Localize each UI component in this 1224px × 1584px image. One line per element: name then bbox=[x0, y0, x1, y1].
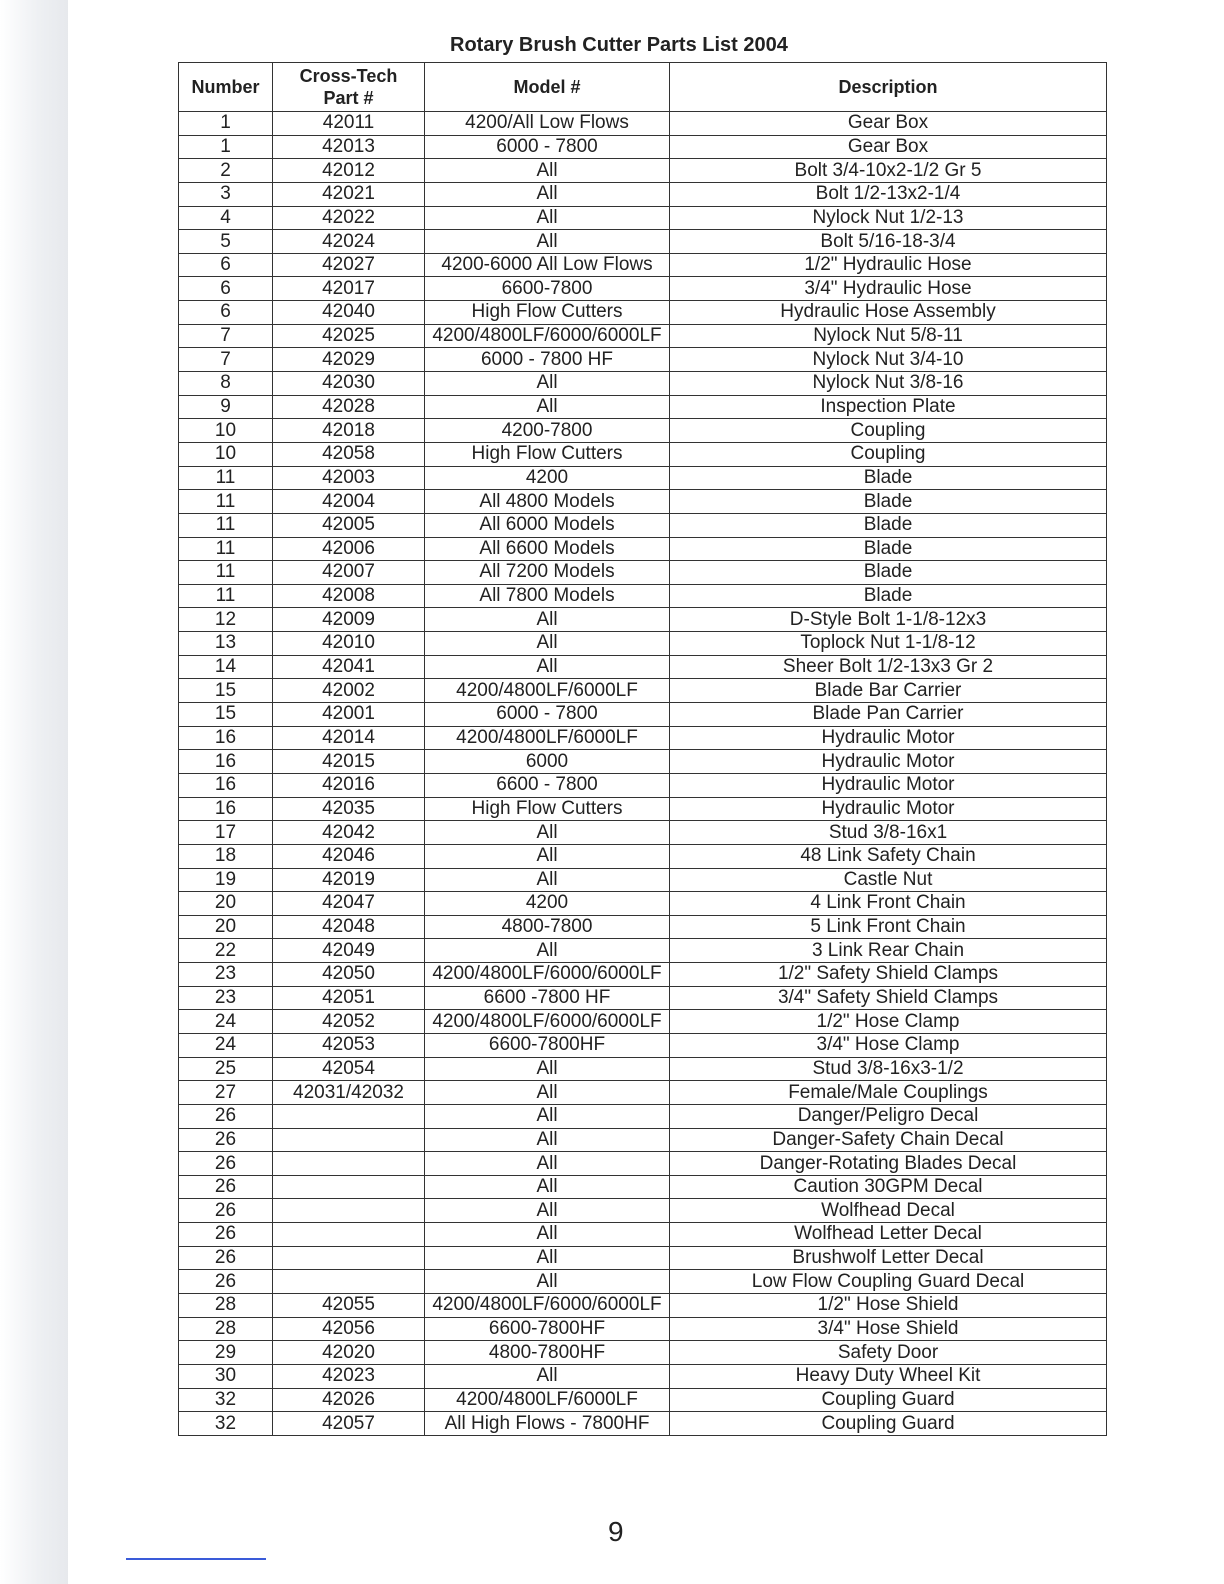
cell-number: 6 bbox=[179, 253, 273, 277]
cell-part: 42009 bbox=[273, 608, 425, 632]
cell-number: 24 bbox=[179, 1010, 273, 1034]
cell-model: 4200/4800LF/6000LF bbox=[425, 726, 670, 750]
cell-part: 42008 bbox=[273, 584, 425, 608]
cell-model: All bbox=[425, 1128, 670, 1152]
cell-part: 42053 bbox=[273, 1033, 425, 1057]
cell-description: Blade bbox=[670, 466, 1107, 490]
cell-model: All High Flows - 7800HF bbox=[425, 1412, 670, 1436]
cell-model: All bbox=[425, 632, 670, 656]
cell-model: 4200/4800LF/6000/6000LF bbox=[425, 324, 670, 348]
table-row bbox=[179, 513, 1107, 537]
table-row bbox=[179, 442, 1107, 466]
table-row bbox=[179, 584, 1107, 608]
table-row bbox=[179, 537, 1107, 561]
cell-part bbox=[273, 1152, 425, 1176]
cell-number: 6 bbox=[179, 277, 273, 301]
cell-number: 28 bbox=[179, 1317, 273, 1341]
cell-part bbox=[273, 1246, 425, 1270]
cell-model: All bbox=[425, 868, 670, 892]
cell-description: 3 Link Rear Chain bbox=[670, 939, 1107, 963]
table-row bbox=[179, 915, 1107, 939]
table-row bbox=[179, 773, 1107, 797]
cell-model: 4200/4800LF/6000/6000LF bbox=[425, 1010, 670, 1034]
cell-description: Hydraulic Motor bbox=[670, 726, 1107, 750]
table-row bbox=[179, 301, 1107, 325]
cell-number: 16 bbox=[179, 750, 273, 774]
table-row bbox=[179, 868, 1107, 892]
cell-model: 6600-7800HF bbox=[425, 1033, 670, 1057]
table-row bbox=[179, 1081, 1107, 1105]
cell-model: All bbox=[425, 1199, 670, 1223]
cell-description: Gear Box bbox=[670, 135, 1107, 159]
cell-number: 18 bbox=[179, 844, 273, 868]
cell-number: 15 bbox=[179, 679, 273, 703]
cell-number: 16 bbox=[179, 726, 273, 750]
cell-part: 42025 bbox=[273, 324, 425, 348]
table-row bbox=[179, 112, 1107, 136]
cell-description: Wolfhead Decal bbox=[670, 1199, 1107, 1223]
table-row bbox=[179, 395, 1107, 419]
table-row bbox=[179, 655, 1107, 679]
cell-description: Safety Door bbox=[670, 1341, 1107, 1365]
cell-description: D-Style Bolt 1-1/8-12x3 bbox=[670, 608, 1107, 632]
cell-number: 1 bbox=[179, 112, 273, 136]
cell-model: 6000 - 7800 HF bbox=[425, 348, 670, 372]
cell-model: 6600 - 7800 bbox=[425, 773, 670, 797]
cell-part: 42013 bbox=[273, 135, 425, 159]
cell-part: 42011 bbox=[273, 112, 425, 136]
cell-part: 42029 bbox=[273, 348, 425, 372]
cell-part: 42035 bbox=[273, 797, 425, 821]
cell-part: 42057 bbox=[273, 1412, 425, 1436]
table-row bbox=[179, 986, 1107, 1010]
table-row bbox=[179, 1199, 1107, 1223]
cell-model: All bbox=[425, 395, 670, 419]
cell-number: 10 bbox=[179, 442, 273, 466]
cell-model: 6600-7800 bbox=[425, 277, 670, 301]
table-row bbox=[179, 963, 1107, 987]
cell-description: Wolfhead Letter Decal bbox=[670, 1223, 1107, 1247]
table-row bbox=[179, 1388, 1107, 1412]
cell-description: Blade bbox=[670, 513, 1107, 537]
table-row bbox=[179, 679, 1107, 703]
header-model: Model # bbox=[425, 63, 670, 112]
cell-description: 3/4" Hydraulic Hose bbox=[670, 277, 1107, 301]
cell-model: 6600-7800HF bbox=[425, 1317, 670, 1341]
cell-number: 19 bbox=[179, 868, 273, 892]
cell-part: 42048 bbox=[273, 915, 425, 939]
table-row bbox=[179, 750, 1107, 774]
table-row bbox=[179, 1175, 1107, 1199]
table-row bbox=[179, 821, 1107, 845]
cell-number: 10 bbox=[179, 419, 273, 443]
cell-model: All bbox=[425, 1246, 670, 1270]
cell-part: 42041 bbox=[273, 655, 425, 679]
cell-number: 32 bbox=[179, 1412, 273, 1436]
cell-part: 42026 bbox=[273, 1388, 425, 1412]
cell-model: All bbox=[425, 159, 670, 183]
cell-number: 32 bbox=[179, 1388, 273, 1412]
cell-number: 30 bbox=[179, 1364, 273, 1388]
parts-table-body bbox=[179, 112, 1107, 1436]
cell-model: All 7200 Models bbox=[425, 561, 670, 585]
table-row bbox=[179, 1317, 1107, 1341]
cell-description: 3/4" Hose Shield bbox=[670, 1317, 1107, 1341]
cell-number: 23 bbox=[179, 986, 273, 1010]
header-number: Number bbox=[179, 63, 273, 112]
cell-description: Hydraulic Hose Assembly bbox=[670, 301, 1107, 325]
cell-part: 42040 bbox=[273, 301, 425, 325]
cell-description: Inspection Plate bbox=[670, 395, 1107, 419]
table-row bbox=[179, 1223, 1107, 1247]
cell-model: All bbox=[425, 1223, 670, 1247]
cell-description: Bolt 5/16-18-3/4 bbox=[670, 230, 1107, 254]
cell-number: 29 bbox=[179, 1341, 273, 1365]
table-row bbox=[179, 1033, 1107, 1057]
table-row bbox=[179, 1152, 1107, 1176]
cell-model: All bbox=[425, 1152, 670, 1176]
table-header-row bbox=[179, 63, 1107, 112]
cell-part: 42051 bbox=[273, 986, 425, 1010]
cell-part: 42054 bbox=[273, 1057, 425, 1081]
cell-part: 42023 bbox=[273, 1364, 425, 1388]
cell-number: 6 bbox=[179, 301, 273, 325]
cell-number: 7 bbox=[179, 348, 273, 372]
cell-number: 15 bbox=[179, 703, 273, 727]
cell-number: 4 bbox=[179, 206, 273, 230]
cell-description: Danger-Rotating Blades Decal bbox=[670, 1152, 1107, 1176]
cell-part: 42018 bbox=[273, 419, 425, 443]
cell-part: 42024 bbox=[273, 230, 425, 254]
header-part bbox=[273, 63, 425, 112]
cell-description: 3/4" Hose Clamp bbox=[670, 1033, 1107, 1057]
cell-description: 1/2" Hose Shield bbox=[670, 1294, 1107, 1318]
table-row bbox=[179, 726, 1107, 750]
cell-number: 9 bbox=[179, 395, 273, 419]
table-row bbox=[179, 253, 1107, 277]
cell-part: 42014 bbox=[273, 726, 425, 750]
cell-number: 11 bbox=[179, 466, 273, 490]
cell-description: Gear Box bbox=[670, 112, 1107, 136]
cell-part bbox=[273, 1270, 425, 1294]
header-description: Description bbox=[670, 63, 1107, 112]
cell-description: Coupling bbox=[670, 419, 1107, 443]
cell-part: 42056 bbox=[273, 1317, 425, 1341]
cell-model: 6000 - 7800 bbox=[425, 703, 670, 727]
cell-part: 42003 bbox=[273, 466, 425, 490]
cell-model: All bbox=[425, 372, 670, 396]
cell-number: 26 bbox=[179, 1246, 273, 1270]
page-title: Rotary Brush Cutter Parts List 2004 bbox=[450, 34, 788, 56]
cell-part: 42004 bbox=[273, 490, 425, 514]
header-part-line2: Part # bbox=[323, 88, 374, 108]
table-row bbox=[179, 1270, 1107, 1294]
cell-description: Caution 30GPM Decal bbox=[670, 1175, 1107, 1199]
cell-description: Blade Pan Carrier bbox=[670, 703, 1107, 727]
cell-model: 4800-7800 bbox=[425, 915, 670, 939]
cell-model: All bbox=[425, 821, 670, 845]
cell-model: 4200/4800LF/6000/6000LF bbox=[425, 1294, 670, 1318]
table-row bbox=[179, 1010, 1107, 1034]
cell-part: 42010 bbox=[273, 632, 425, 656]
cell-part: 42001 bbox=[273, 703, 425, 727]
cell-number: 5 bbox=[179, 230, 273, 254]
cell-description: Hydraulic Motor bbox=[670, 773, 1107, 797]
cell-part: 42017 bbox=[273, 277, 425, 301]
cell-part: 42052 bbox=[273, 1010, 425, 1034]
cell-number: 20 bbox=[179, 915, 273, 939]
cell-description: Danger-Safety Chain Decal bbox=[670, 1128, 1107, 1152]
cell-part: 42049 bbox=[273, 939, 425, 963]
cell-description: Heavy Duty Wheel Kit bbox=[670, 1364, 1107, 1388]
cell-description: Coupling Guard bbox=[670, 1388, 1107, 1412]
cell-description: Blade Bar Carrier bbox=[670, 679, 1107, 703]
cell-part: 42028 bbox=[273, 395, 425, 419]
cell-number: 26 bbox=[179, 1175, 273, 1199]
cell-number: 26 bbox=[179, 1152, 273, 1176]
table-row bbox=[179, 372, 1107, 396]
cell-model: 4200 bbox=[425, 892, 670, 916]
cell-number: 8 bbox=[179, 372, 273, 396]
table-row bbox=[179, 277, 1107, 301]
cell-number: 26 bbox=[179, 1104, 273, 1128]
cell-description: Nylock Nut 3/4-10 bbox=[670, 348, 1107, 372]
cell-part bbox=[273, 1128, 425, 1152]
cell-model: All bbox=[425, 844, 670, 868]
cell-number: 11 bbox=[179, 537, 273, 561]
cell-number: 22 bbox=[179, 939, 273, 963]
cell-part: 42050 bbox=[273, 963, 425, 987]
cell-description: 3/4" Safety Shield Clamps bbox=[670, 986, 1107, 1010]
table-row bbox=[179, 1341, 1107, 1365]
cell-number: 17 bbox=[179, 821, 273, 845]
cell-part: 42002 bbox=[273, 679, 425, 703]
cell-model: All bbox=[425, 1057, 670, 1081]
cell-model: 6600 -7800 HF bbox=[425, 986, 670, 1010]
cell-description: 1/2" Safety Shield Clamps bbox=[670, 963, 1107, 987]
table-row bbox=[179, 1412, 1107, 1436]
header-part-line1: Cross-Tech bbox=[299, 66, 398, 86]
cell-model: All bbox=[425, 1270, 670, 1294]
cell-description: Hydraulic Motor bbox=[670, 750, 1107, 774]
cell-part bbox=[273, 1199, 425, 1223]
cell-model: 4200/4800LF/6000/6000LF bbox=[425, 963, 670, 987]
cell-model: All bbox=[425, 230, 670, 254]
cell-description: Blade bbox=[670, 561, 1107, 585]
cell-model: All bbox=[425, 182, 670, 206]
cell-model: 4200-6000 All Low Flows bbox=[425, 253, 670, 277]
cell-part: 42030 bbox=[273, 372, 425, 396]
cell-description: Blade bbox=[670, 490, 1107, 514]
cell-number: 13 bbox=[179, 632, 273, 656]
cell-model: 4800-7800HF bbox=[425, 1341, 670, 1365]
cell-part: 42007 bbox=[273, 561, 425, 585]
cell-number: 12 bbox=[179, 608, 273, 632]
cell-description: Bolt 3/4-10x2-1/2 Gr 5 bbox=[670, 159, 1107, 183]
cell-description: Blade bbox=[670, 584, 1107, 608]
cell-model: 4200/4800LF/6000LF bbox=[425, 1388, 670, 1412]
cell-description: Low Flow Coupling Guard Decal bbox=[670, 1270, 1107, 1294]
cell-number: 26 bbox=[179, 1199, 273, 1223]
cell-part bbox=[273, 1223, 425, 1247]
cell-model: 4200 bbox=[425, 466, 670, 490]
cell-description: Female/Male Couplings bbox=[670, 1081, 1107, 1105]
cell-description: Nylock Nut 3/8-16 bbox=[670, 372, 1107, 396]
table-row bbox=[179, 1364, 1107, 1388]
table-row bbox=[179, 561, 1107, 585]
table-row bbox=[179, 797, 1107, 821]
cell-description: Sheer Bolt 1/2-13x3 Gr 2 bbox=[670, 655, 1107, 679]
table-row bbox=[179, 1246, 1107, 1270]
cell-description: Stud 3/8-16x1 bbox=[670, 821, 1107, 845]
cell-description: 4 Link Front Chain bbox=[670, 892, 1107, 916]
table-row bbox=[179, 1128, 1107, 1152]
table-row bbox=[179, 159, 1107, 183]
cell-part bbox=[273, 1104, 425, 1128]
cell-model: All bbox=[425, 1175, 670, 1199]
table-row bbox=[179, 324, 1107, 348]
cell-description: Coupling Guard bbox=[670, 1412, 1107, 1436]
scan-edge-shadow bbox=[0, 0, 70, 1584]
cell-part: 42020 bbox=[273, 1341, 425, 1365]
page-number: 9 bbox=[608, 1516, 624, 1547]
cell-model: High Flow Cutters bbox=[425, 301, 670, 325]
cell-number: 24 bbox=[179, 1033, 273, 1057]
cell-description: Nylock Nut 5/8-11 bbox=[670, 324, 1107, 348]
cell-part: 42019 bbox=[273, 868, 425, 892]
cell-number: 25 bbox=[179, 1057, 273, 1081]
cell-number: 28 bbox=[179, 1294, 273, 1318]
cell-number: 26 bbox=[179, 1270, 273, 1294]
cell-part: 42055 bbox=[273, 1294, 425, 1318]
cell-model: All bbox=[425, 608, 670, 632]
cell-part: 42005 bbox=[273, 513, 425, 537]
cell-part: 42031/42032 bbox=[273, 1081, 425, 1105]
cell-model: 4200-7800 bbox=[425, 419, 670, 443]
cell-number: 26 bbox=[179, 1128, 273, 1152]
cell-number: 2 bbox=[179, 159, 273, 183]
cell-number: 14 bbox=[179, 655, 273, 679]
table-row bbox=[179, 632, 1107, 656]
cell-description: Stud 3/8-16x3-1/2 bbox=[670, 1057, 1107, 1081]
cell-number: 27 bbox=[179, 1081, 273, 1105]
table-row bbox=[179, 182, 1107, 206]
cell-model: All 6000 Models bbox=[425, 513, 670, 537]
cell-number: 7 bbox=[179, 324, 273, 348]
table-row bbox=[179, 844, 1107, 868]
cell-description: Castle Nut bbox=[670, 868, 1107, 892]
table-row bbox=[179, 206, 1107, 230]
cell-part: 42015 bbox=[273, 750, 425, 774]
cell-number: 16 bbox=[179, 797, 273, 821]
table-row bbox=[179, 1057, 1107, 1081]
cell-description: 48 Link Safety Chain bbox=[670, 844, 1107, 868]
cell-description: Hydraulic Motor bbox=[670, 797, 1107, 821]
table-row bbox=[179, 419, 1107, 443]
cell-description: Danger/Peligro Decal bbox=[670, 1104, 1107, 1128]
cell-description: Coupling bbox=[670, 442, 1107, 466]
cell-description: Bolt 1/2-13x2-1/4 bbox=[670, 182, 1107, 206]
cell-description: 1/2" Hose Clamp bbox=[670, 1010, 1107, 1034]
cell-part: 42058 bbox=[273, 442, 425, 466]
cell-part: 42042 bbox=[273, 821, 425, 845]
cell-part: 42047 bbox=[273, 892, 425, 916]
table-row bbox=[179, 1104, 1107, 1128]
cell-model: All 7800 Models bbox=[425, 584, 670, 608]
cell-number: 26 bbox=[179, 1223, 273, 1247]
cell-model: High Flow Cutters bbox=[425, 442, 670, 466]
cell-model: High Flow Cutters bbox=[425, 797, 670, 821]
cell-model: All 6600 Models bbox=[425, 537, 670, 561]
cell-model: 6000 - 7800 bbox=[425, 135, 670, 159]
cell-description: Nylock Nut 1/2-13 bbox=[670, 206, 1107, 230]
cell-number: 11 bbox=[179, 513, 273, 537]
table-row bbox=[179, 939, 1107, 963]
cell-number: 3 bbox=[179, 182, 273, 206]
cell-model: All 4800 Models bbox=[425, 490, 670, 514]
cell-model: All bbox=[425, 939, 670, 963]
cell-number: 11 bbox=[179, 584, 273, 608]
cell-model: All bbox=[425, 1081, 670, 1105]
table-row bbox=[179, 230, 1107, 254]
table-row bbox=[179, 703, 1107, 727]
cell-part: 42006 bbox=[273, 537, 425, 561]
table-row bbox=[179, 892, 1107, 916]
cell-number: 23 bbox=[179, 963, 273, 987]
footer-rule bbox=[126, 1558, 266, 1560]
cell-number: 11 bbox=[179, 490, 273, 514]
cell-description: Brushwolf Letter Decal bbox=[670, 1246, 1107, 1270]
cell-part: 42027 bbox=[273, 253, 425, 277]
cell-model: 6000 bbox=[425, 750, 670, 774]
cell-model: All bbox=[425, 1364, 670, 1388]
cell-number: 11 bbox=[179, 561, 273, 585]
cell-part: 42022 bbox=[273, 206, 425, 230]
cell-part: 42021 bbox=[273, 182, 425, 206]
cell-description: 1/2" Hydraulic Hose bbox=[670, 253, 1107, 277]
table-row bbox=[179, 348, 1107, 372]
cell-model: All bbox=[425, 206, 670, 230]
table-row bbox=[179, 608, 1107, 632]
cell-part: 42046 bbox=[273, 844, 425, 868]
parts-table bbox=[178, 62, 1107, 1436]
cell-part bbox=[273, 1175, 425, 1199]
table-row bbox=[179, 490, 1107, 514]
cell-model: 4200/4800LF/6000LF bbox=[425, 679, 670, 703]
cell-description: Toplock Nut 1-1/8-12 bbox=[670, 632, 1107, 656]
cell-model: All bbox=[425, 655, 670, 679]
cell-number: 1 bbox=[179, 135, 273, 159]
table-row bbox=[179, 135, 1107, 159]
cell-description: 5 Link Front Chain bbox=[670, 915, 1107, 939]
table-row bbox=[179, 1294, 1107, 1318]
cell-model: All bbox=[425, 1104, 670, 1128]
cell-part: 42016 bbox=[273, 773, 425, 797]
cell-model: 4200/All Low Flows bbox=[425, 112, 670, 136]
cell-part: 42012 bbox=[273, 159, 425, 183]
table-row bbox=[179, 466, 1107, 490]
cell-number: 16 bbox=[179, 773, 273, 797]
cell-description: Blade bbox=[670, 537, 1107, 561]
cell-number: 20 bbox=[179, 892, 273, 916]
